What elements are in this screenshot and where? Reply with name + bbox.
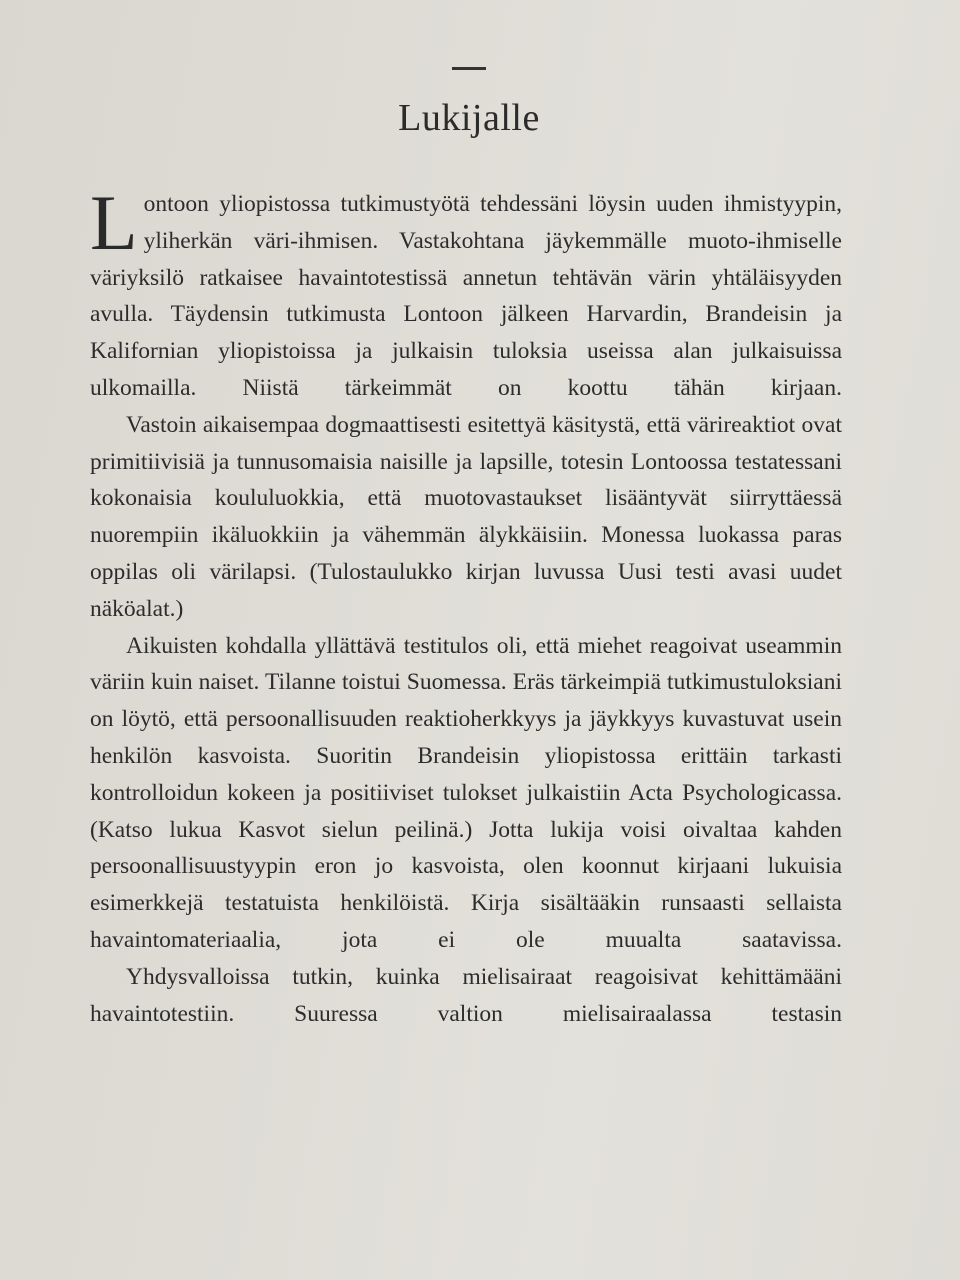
page-title: Lukijalle <box>398 97 540 139</box>
paragraph-1 <box>90 179 842 407</box>
paragraph-3 <box>90 628 842 959</box>
drop-cap: L <box>90 179 138 266</box>
paragraph-2-text: Vastoin aikaisempaa dogmaattisesti esitettyä käsitystä, että värireaktiot ovat primitiivisiä ja tunnusomaisia naisille ja lapsille, totesin Lontoossa testatessani kokonaisia koululuokkia, että muotovastaukset lisääntyvät siirryttäessä nuorempiin ikäluokkiin ja vähemmän älykkäisiin. Monessa luokassa paras oppilas oli värilapsi. (Tulostaulukko kirjan luvussa Uusi testi avasi uudet näköalat.) <box>90 411 842 622</box>
paragraph-4-text: Yhdysvalloissa tutkin, kuinka mielisairaat reagoisivat kehittämääni havaintotestiin. Suuressa valtion mielisairaalassa testasin <box>90 963 842 1027</box>
paragraph-3-text: Aikuisten kohdalla yllättävä testitulos oli, että miehet reagoivat useammin väriin kuin naiset. Tilanne toistui Suomessa. Eräs tärkeimpiä tutkimustuloksiani on löytö, että persoonallisuuden reaktioherkkyys ja jäykkyys kuvastuvat usein henkilön kasvoista. Suoritin Brandeisin yliopistossa erittäin tarkasti kontrolloidun kokeen ja positiiviset tulokset julkaistiin Acta Psychologicassa. (Katso lukua Kasvot sielun peilinä.) Jotta lukija voisi oivaltaa kahden persoonallisuustyypin eron jo kasvoista, olen koonnut kirjaani lukuisia esimerkkejä testatuista henkilöistä. Kirja sisältääkin runsaasti sellaista havaintomateriaalia, jota ei ole muualta saatavissa. <box>90 632 842 953</box>
paragraph-2 <box>90 407 842 628</box>
body-text <box>90 179 842 1032</box>
title-rule <box>452 67 486 70</box>
paragraph-1-text: ontoon yliopistossa tutkimustyötä tehdessäni löysin uuden ihmistyypin, yliherkän väri-ihmisen. Vastakohtana jäykemmälle muoto-ihmiselle väriyksilö ratkaisee havaintotestissä annetun tehtävän värin yhtäläisyyden avulla. Täydensin tutkimusta Lontoon jälkeen Harvardin, Brandeisin ja Kalifornian yliopistoissa ja julkaisin tuloksia useissa alan julkaisuissa ulkomailla. Niistä tärkeimmät on koottu tähän kirjaan. <box>90 191 842 401</box>
paragraph-4 <box>90 959 842 1033</box>
